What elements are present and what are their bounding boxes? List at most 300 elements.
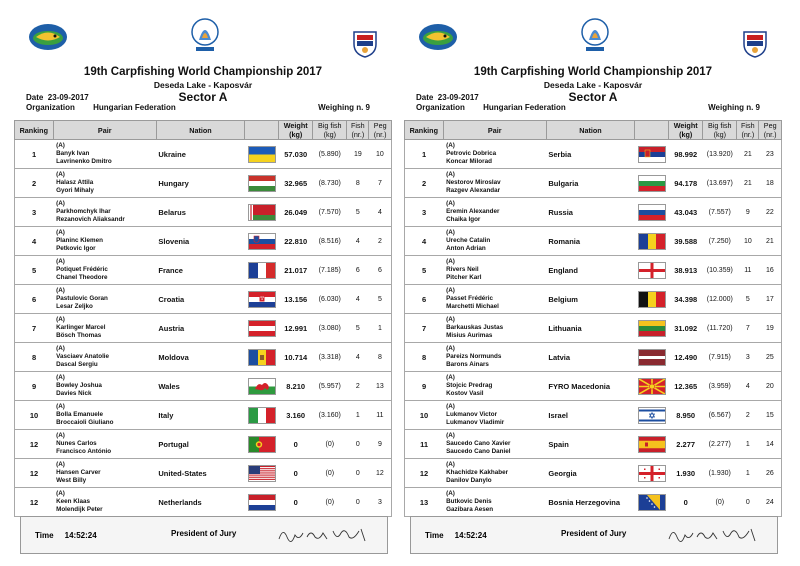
weight-cell: 12.991 [279, 314, 313, 343]
peg-cell: 2 [369, 227, 392, 256]
rank-cell: 3 [15, 198, 54, 227]
nation-cell: Wales [156, 372, 244, 401]
weighing-label: Weighing n. 9 [708, 103, 760, 112]
table-row [405, 314, 782, 343]
team-tag: (A) [56, 258, 65, 265]
nation-cell: Portugal [156, 430, 244, 459]
peg-cell: 18 [759, 169, 782, 198]
president-label: President of Jury [561, 529, 627, 538]
team-tag: (A) [446, 374, 455, 381]
angler-1: Ureche Catalin [446, 237, 491, 244]
angler-1: Hansen Carver [56, 469, 101, 476]
team-tag: (A) [446, 142, 455, 149]
rank-cell: 11 [405, 430, 444, 459]
peg-cell: 20 [759, 372, 782, 401]
fish-count-cell: 5 [737, 285, 759, 314]
nation-cell: Bosnia Herzegovina [546, 488, 634, 517]
team-tag: (A) [446, 461, 455, 468]
team-tag: (A) [56, 229, 65, 236]
team-tag: (A) [56, 490, 65, 497]
logo-bar [404, 8, 782, 60]
flag-cell [245, 314, 279, 343]
peg-cell: 10 [369, 140, 392, 169]
angler-1: Banyk Ivan [56, 150, 90, 157]
nation-cell: Lithuania [546, 314, 634, 343]
fish-count-cell: 0 [347, 430, 369, 459]
weighing-label: Weighing n. 9 [318, 103, 370, 112]
results-sheet-left [14, 8, 392, 556]
pair-cell [443, 488, 546, 517]
fish-count-cell: 4 [347, 227, 369, 256]
macedonia-flag-icon [638, 378, 666, 395]
sector-title: Sector A [568, 90, 618, 104]
pair-cell [53, 198, 156, 227]
ukraine-flag-icon [248, 146, 276, 163]
weight-cell: 34.398 [669, 285, 703, 314]
federation-logo-icon [28, 22, 68, 52]
weight-cell: 12.490 [669, 343, 703, 372]
angler-1: Eremin Alexander [446, 208, 500, 215]
flag-cell [635, 343, 669, 372]
time-label: Time [35, 531, 54, 540]
team-tag: (A) [446, 200, 455, 207]
big-fish-cell: (13.697) [703, 169, 737, 198]
col-peg: Peg (nr.) [369, 121, 392, 140]
table-row [405, 198, 782, 227]
big-fish-cell: (7.185) [313, 256, 347, 285]
angler-1: Parkhomchyk Ihar [56, 208, 111, 215]
rank-cell: 12 [15, 430, 54, 459]
peg-cell: 6 [369, 256, 392, 285]
flag-cell [635, 285, 669, 314]
angler-2: Francisco António [56, 448, 112, 455]
angler-2: Rezanovich Aliaksandr [56, 216, 125, 223]
team-tag: (A) [446, 490, 455, 497]
jury-crest-icon [742, 28, 768, 58]
weight-cell: 94.178 [669, 169, 703, 198]
nation-cell: France [156, 256, 244, 285]
results-body [405, 140, 782, 517]
weight-cell: 32.965 [279, 169, 313, 198]
angler-1: Pareizs Normunds [446, 353, 502, 360]
peg-cell: 11 [369, 401, 392, 430]
fish-count-cell: 10 [737, 227, 759, 256]
big-fish-cell: (2.277) [703, 430, 737, 459]
nation-cell: Belgium [546, 285, 634, 314]
angler-2: Petkovic Igor [56, 245, 96, 252]
table-row [15, 314, 392, 343]
pair-cell [443, 314, 546, 343]
flag-cell [635, 140, 669, 169]
fish-count-cell: 0 [737, 488, 759, 517]
table-row [15, 488, 392, 517]
flag-cell [245, 401, 279, 430]
angler-2: Lukmanov Vladimir [446, 419, 505, 426]
fish-count-cell: 0 [347, 488, 369, 517]
sector-title: Sector A [178, 90, 228, 104]
col-fish: Fish (nr.) [347, 121, 369, 140]
jury-crest-icon [352, 28, 378, 58]
italy-flag-icon [248, 407, 276, 424]
rank-cell: 5 [405, 256, 444, 285]
angler-1: Keen Klaas [56, 498, 91, 505]
nation-cell: Austria [156, 314, 244, 343]
results-sheet-right [404, 8, 782, 556]
fish-count-cell: 8 [347, 169, 369, 198]
organization-line [416, 103, 566, 112]
big-fish-cell: (10.359) [703, 256, 737, 285]
pair-cell [443, 430, 546, 459]
big-fish-cell: (13.920) [703, 140, 737, 169]
table-row [15, 256, 392, 285]
weight-cell: 38.913 [669, 256, 703, 285]
rank-cell: 3 [405, 198, 444, 227]
nation-cell: Spain [546, 430, 634, 459]
weight-cell: 57.030 [279, 140, 313, 169]
col-flag [245, 121, 279, 140]
fish-count-cell: 7 [737, 314, 759, 343]
time-value: 14:52:24 [64, 531, 97, 540]
venue: Deseda Lake - Kaposvár [543, 80, 643, 90]
slovenia-flag-icon [248, 233, 276, 250]
results-body [15, 140, 392, 517]
team-tag: (A) [446, 432, 455, 439]
rank-cell: 4 [15, 227, 54, 256]
nation-cell: Belarus [156, 198, 244, 227]
weight-cell: 98.992 [669, 140, 703, 169]
col-ranking: Ranking [405, 121, 444, 140]
pair-cell [443, 256, 546, 285]
signature-icon [665, 523, 763, 547]
angler-1: Lukmanov Victor [446, 411, 498, 418]
president-label: President of Jury [171, 529, 237, 538]
peg-cell: 25 [759, 343, 782, 372]
angler-2: Gazibara Aesen [446, 506, 494, 513]
belarus-flag-icon [248, 204, 276, 221]
angler-2: Bösch Thomas [56, 332, 102, 339]
angler-2: Lesar Zeljko [56, 303, 93, 310]
georgia-flag-icon [638, 465, 666, 482]
rank-cell: 1 [405, 140, 444, 169]
table-row [15, 372, 392, 401]
pair-cell [443, 198, 546, 227]
team-tag: (A) [446, 403, 455, 410]
weight-cell: 12.365 [669, 372, 703, 401]
big-fish-cell: (3.318) [313, 343, 347, 372]
portugal-flag-icon [248, 436, 276, 453]
moldova-flag-icon [248, 349, 276, 366]
bosnia-flag-icon [638, 494, 666, 511]
flag-cell [245, 372, 279, 401]
nation-cell: Russia [546, 198, 634, 227]
latvia-flag-icon [638, 349, 666, 366]
nation-cell: Romania [546, 227, 634, 256]
angler-2: Gyori Mihaly [56, 187, 94, 194]
russia-flag-icon [638, 204, 666, 221]
table-row [405, 430, 782, 459]
flag-cell [635, 314, 669, 343]
team-tag: (A) [56, 374, 65, 381]
weight-cell: 1.930 [669, 459, 703, 488]
flag-cell [635, 256, 669, 285]
date-value: 23-09-2017 [437, 93, 479, 102]
angler-2: Razgev Alexandar [446, 187, 501, 194]
usa-flag-icon [248, 465, 276, 482]
rank-cell: 7 [15, 314, 54, 343]
rank-cell: 12 [15, 459, 54, 488]
table-row [15, 459, 392, 488]
weight-cell: 0 [279, 459, 313, 488]
nation-cell: Slovenia [156, 227, 244, 256]
table-row [15, 227, 392, 256]
fish-count-cell: 5 [347, 314, 369, 343]
rank-cell: 9 [405, 372, 444, 401]
table-row [15, 343, 392, 372]
date-label: Date [26, 93, 44, 102]
flag-cell [635, 227, 669, 256]
fish-count-cell: 1 [737, 430, 759, 459]
angler-1: Stojcic Predrag [446, 382, 493, 389]
organization-line [26, 103, 176, 112]
nation-cell: England [546, 256, 634, 285]
col-peg: Peg (nr.) [759, 121, 782, 140]
pair-cell [443, 459, 546, 488]
rank-cell: 10 [405, 401, 444, 430]
weight-cell: 3.160 [279, 401, 313, 430]
col-pair: Pair [443, 121, 546, 140]
pair-cell [53, 285, 156, 314]
pair-cell [443, 227, 546, 256]
big-fish-cell: (8.516) [313, 227, 347, 256]
angler-1: Pastulovic Goran [56, 295, 108, 302]
angler-2: Pitcher Karl [446, 274, 482, 281]
col-ranking: Ranking [15, 121, 54, 140]
team-tag: (A) [446, 258, 455, 265]
fish-count-cell: 19 [347, 140, 369, 169]
results-table [14, 120, 392, 517]
col-fish: Fish (nr.) [737, 121, 759, 140]
angler-1: Petrovic Dobrica [446, 150, 497, 157]
netherlands-flag-icon [248, 494, 276, 511]
table-row [15, 401, 392, 430]
date-label: Date [416, 93, 434, 102]
peg-cell: 24 [759, 488, 782, 517]
team-tag: (A) [56, 287, 65, 294]
peg-cell: 21 [759, 227, 782, 256]
nation-cell: Croatia [156, 285, 244, 314]
fish-count-cell: 11 [737, 256, 759, 285]
federation-logo-icon [418, 22, 458, 52]
angler-2: Broccaioli Giuliano [56, 419, 114, 426]
team-tag: (A) [56, 461, 65, 468]
flag-cell [245, 198, 279, 227]
big-fish-cell: (7.250) [703, 227, 737, 256]
rank-cell: 2 [15, 169, 54, 198]
peg-cell: 22 [759, 198, 782, 227]
pair-cell [443, 140, 546, 169]
angler-2: Saucedo Cano Daniel [446, 448, 511, 455]
team-tag: (A) [56, 345, 65, 352]
championship-logo-icon [580, 16, 610, 56]
angler-1: Nestorov Miroslav [446, 179, 501, 186]
peg-cell: 15 [759, 401, 782, 430]
angler-1: Bowley Joshua [56, 382, 102, 389]
fish-count-cell: 1 [737, 459, 759, 488]
angler-1: Planinc Klemen [56, 237, 103, 244]
angler-1: Butkovic Denis [446, 498, 492, 505]
team-tag: (A) [56, 200, 65, 207]
rank-cell: 6 [15, 285, 54, 314]
fish-count-cell: 5 [347, 198, 369, 227]
pair-cell [443, 169, 546, 198]
nation-cell: Hungary [156, 169, 244, 198]
table-header-row [15, 121, 392, 140]
nation-cell: Bulgaria [546, 169, 634, 198]
angler-1: Vasciaev Anatolie [56, 353, 110, 360]
org-value: Hungarian Federation [483, 103, 566, 112]
col-weight: Weight (kg) [669, 121, 703, 140]
weight-cell: 2.277 [669, 430, 703, 459]
pair-cell [53, 140, 156, 169]
big-fish-cell: (0) [313, 488, 347, 517]
date-value: 23-09-2017 [47, 93, 89, 102]
weight-cell: 8.950 [669, 401, 703, 430]
big-fish-cell: (0) [703, 488, 737, 517]
rank-cell: 12 [15, 488, 54, 517]
fish-count-cell: 21 [737, 140, 759, 169]
peg-cell: 9 [369, 430, 392, 459]
israel-flag-icon [638, 407, 666, 424]
rank-cell: 12 [405, 459, 444, 488]
flag-cell [635, 372, 669, 401]
flag-cell [245, 459, 279, 488]
big-fish-cell: (3.080) [313, 314, 347, 343]
weight-cell: 22.810 [279, 227, 313, 256]
angler-2: Chanel Theodore [56, 274, 108, 281]
pair-cell [53, 372, 156, 401]
nation-cell: Latvia [546, 343, 634, 372]
angler-1: Passet Frédéric [446, 295, 493, 302]
time-line [425, 531, 487, 540]
table-row [15, 198, 392, 227]
nation-cell: Italy [156, 401, 244, 430]
logo-bar [14, 8, 392, 60]
page-title: 19th Carpfishing World Championship 2017 [83, 66, 323, 78]
weight-cell: 43.043 [669, 198, 703, 227]
team-tag: (A) [446, 229, 455, 236]
angler-1: Nunes Carlos [56, 440, 97, 447]
footer-bar [20, 516, 388, 554]
pair-cell [53, 430, 156, 459]
france-flag-icon [248, 262, 276, 279]
flag-cell [245, 256, 279, 285]
rank-cell: 10 [15, 401, 54, 430]
big-fish-cell: (0) [313, 459, 347, 488]
table-row [405, 372, 782, 401]
lithuania-flag-icon [638, 320, 666, 337]
flag-cell [245, 488, 279, 517]
weight-cell: 21.017 [279, 256, 313, 285]
page-title: 19th Carpfishing World Championship 2017 [473, 66, 713, 78]
flag-cell [245, 227, 279, 256]
table-row [405, 256, 782, 285]
angler-1: Potiquet Frédéric [56, 266, 108, 273]
nation-cell: Ukraine [156, 140, 244, 169]
table-row [405, 169, 782, 198]
table-row [405, 140, 782, 169]
weight-cell: 0 [279, 430, 313, 459]
peg-cell: 12 [369, 459, 392, 488]
table-row [405, 488, 782, 517]
team-tag: (A) [56, 316, 65, 323]
flag-cell [635, 488, 669, 517]
big-fish-cell: (6.030) [313, 285, 347, 314]
fish-count-cell: 1 [347, 401, 369, 430]
table-row [405, 227, 782, 256]
flag-cell [245, 140, 279, 169]
table-header-row [405, 121, 782, 140]
angler-2: Marchetti Michael [446, 303, 499, 310]
rank-cell: 9 [15, 372, 54, 401]
pair-cell [443, 343, 546, 372]
pair-cell [53, 401, 156, 430]
angler-1: Barkauskas Justas [446, 324, 504, 331]
peg-cell: 19 [759, 314, 782, 343]
big-fish-cell: (7.915) [703, 343, 737, 372]
rank-cell: 4 [405, 227, 444, 256]
fish-count-cell: 6 [347, 256, 369, 285]
angler-2: Kostov Vasil [446, 390, 484, 397]
pair-cell [443, 372, 546, 401]
pair-cell [53, 488, 156, 517]
big-fish-cell: (12.000) [703, 285, 737, 314]
angler-2: Dascal Sergiu [56, 361, 98, 368]
championship-logo-icon [190, 16, 220, 56]
flag-cell [635, 401, 669, 430]
croatia-flag-icon [248, 291, 276, 308]
bulgaria-flag-icon [638, 175, 666, 192]
romania-flag-icon [638, 233, 666, 250]
peg-cell: 5 [369, 285, 392, 314]
angler-1: Karlinger Marcel [56, 324, 106, 331]
team-tag: (A) [446, 316, 455, 323]
angler-1: Saucedo Cano Xavier [446, 440, 511, 447]
weight-cell: 13.156 [279, 285, 313, 314]
angler-1: Halasz Attila [56, 179, 94, 186]
col-nation: Nation [546, 121, 634, 140]
signature-icon [275, 523, 373, 547]
rank-cell: 8 [405, 343, 444, 372]
table-row [15, 140, 392, 169]
fish-count-cell: 4 [347, 285, 369, 314]
angler-2: Chaika Igor [446, 216, 481, 223]
fish-count-cell: 3 [737, 343, 759, 372]
flag-cell [245, 285, 279, 314]
table-row [405, 343, 782, 372]
flag-cell [635, 459, 669, 488]
org-value: Hungarian Federation [93, 103, 176, 112]
fish-count-cell: 2 [737, 401, 759, 430]
weight-cell: 0 [279, 488, 313, 517]
pair-cell [53, 169, 156, 198]
angler-2: Danilov Danylo [446, 477, 492, 484]
table-row [15, 285, 392, 314]
weight-cell: 39.588 [669, 227, 703, 256]
weight-cell: 26.049 [279, 198, 313, 227]
team-tag: (A) [56, 403, 65, 410]
nation-cell: FYRO Macedonia [546, 372, 634, 401]
fish-count-cell: 4 [347, 343, 369, 372]
